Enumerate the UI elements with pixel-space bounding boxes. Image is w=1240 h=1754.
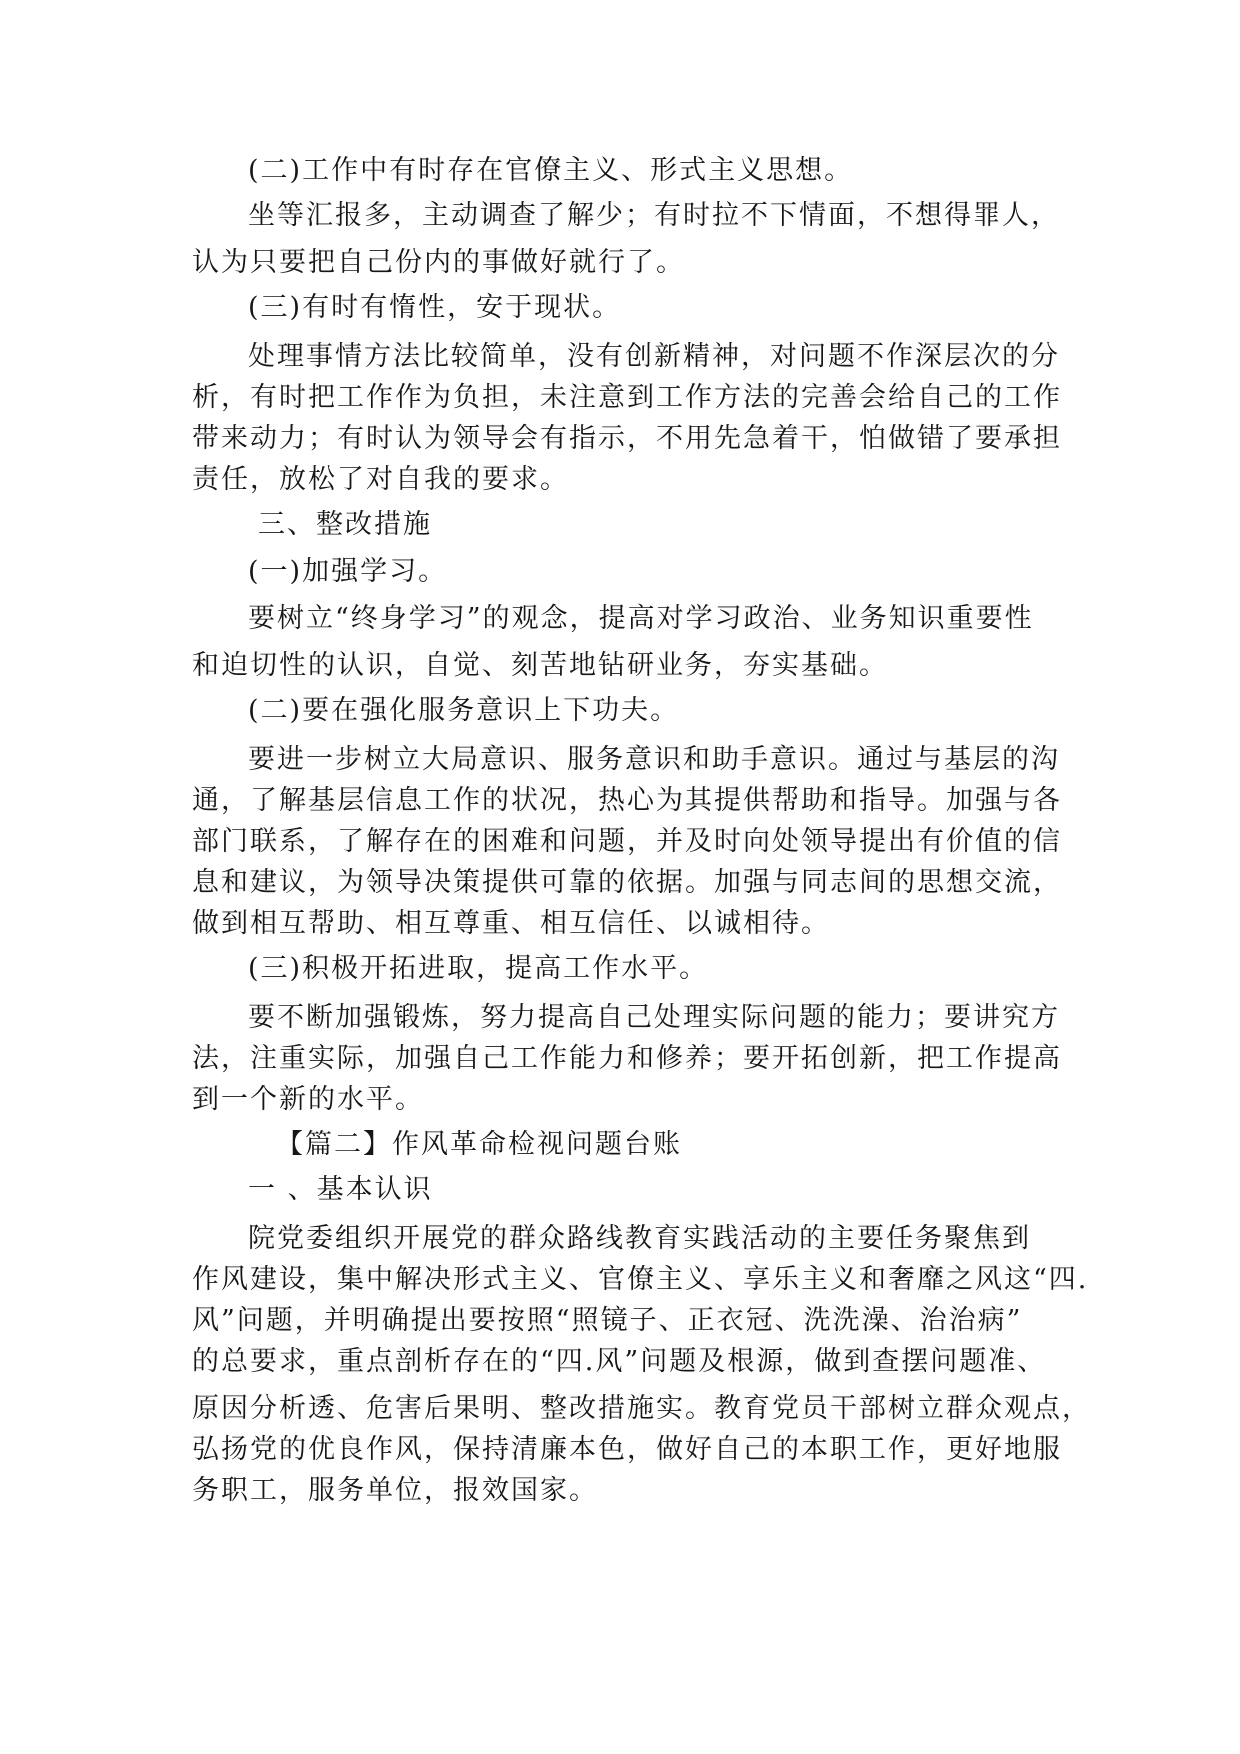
subheading-1: (一)加强学习。 (248, 556, 448, 587)
paragraph-line: 院党委组织开展党的群众路线教育实践活动的主要任务聚焦到 (248, 1223, 1031, 1254)
paragraph-line: 要不断加强锻炼，努力提高自己处理实际问题的能力；要讲究方 (248, 1002, 1060, 1033)
document-body (192, 150, 1091, 1511)
paragraph-line: 息和建议，为领导决策提供可靠的依据。加强与同志间的思想交流， (192, 867, 1062, 898)
part-title: 【篇二】作风革命检视问题台账 (276, 1129, 682, 1160)
paragraph-line: 风”问题，并明确提出要按照“照镜子、正衣冠、洗洗澡、治治病” (192, 1305, 1023, 1336)
paragraph-line: 做到相互帮助、相互尊重、相互信任、以诚相待。 (192, 908, 830, 939)
paragraph-line: 要进一步树立大局意识、服务意识和助手意识。通过与基层的沟 (248, 744, 1060, 775)
paragraph-line: 法，注重实际，加强自己工作能力和修养；要开拓创新，把工作提高 (192, 1043, 1062, 1074)
paragraph-line: 部门联系，了解存在的困难和问题，并及时向处领导提出有价值的信 (192, 826, 1062, 857)
paragraph-line: 通，了解基层信息工作的状况，热心为其提供帮助和指导。加强与各 (192, 785, 1062, 816)
paragraph-line: 要树立“终身学习”的观念，提高对学习政治、业务知识重要性 (248, 603, 1034, 634)
subheading-3: (三)有时有惰性，安于现状。 (248, 292, 622, 323)
paragraph-line: 坐等汇报多，主动调查了解少；有时拉不下情面，不想得罪人， (248, 200, 1060, 231)
subheading-2: (二)要在强化服务意识上下功夫。 (248, 695, 680, 726)
subheading-3: (三)积极开拓进取，提高工作水平。 (248, 953, 709, 984)
subheading-2: (二)工作中有时存在官僚主义、形式主义思想。 (248, 155, 854, 186)
paragraph-line: 带来动力；有时认为领导会有指示，不用先急着干，怕做错了要承担 (192, 423, 1062, 454)
paragraph-line: 认为只要把自己份内的事做好就行了。 (192, 247, 685, 278)
paragraph-line: 处理事情方法比较简单，没有创新精神，对问题不作深层次的分 (248, 341, 1060, 372)
paragraph-line: 的总要求，重点剖析存在的“四.风”问题及根源，做到查摆问题准、 (192, 1346, 1047, 1377)
paragraph-line: 作风建设，集中解决形式主义、官僚主义、享乐主义和奢靡之风这“四. (192, 1264, 1089, 1295)
paragraph-line: 弘扬党的优良作风，保持清廉本色，做好自己的本职工作，更好地服 (192, 1434, 1062, 1465)
paragraph-line: 到一个新的水平。 (192, 1084, 424, 1115)
paragraph-line: 务职工，服务单位，报效国家。 (192, 1475, 598, 1506)
section-heading: 三、整改措施 (258, 509, 432, 540)
paragraph-line: 和迫切性的认识，自觉、刻苦地钻研业务，夯实基础。 (192, 650, 888, 681)
paragraph-line: 析，有时把工作作为负担，未注意到工作方法的完善会给自己的工作 (192, 382, 1062, 413)
section-heading: 一 、基本认识 (248, 1174, 433, 1205)
paragraph-line: 责任，放松了对自我的要求。 (192, 464, 569, 495)
paragraph-line: 原因分析透、危害后果明、整改措施实。教育党员干部树立群众观点， (192, 1393, 1091, 1424)
